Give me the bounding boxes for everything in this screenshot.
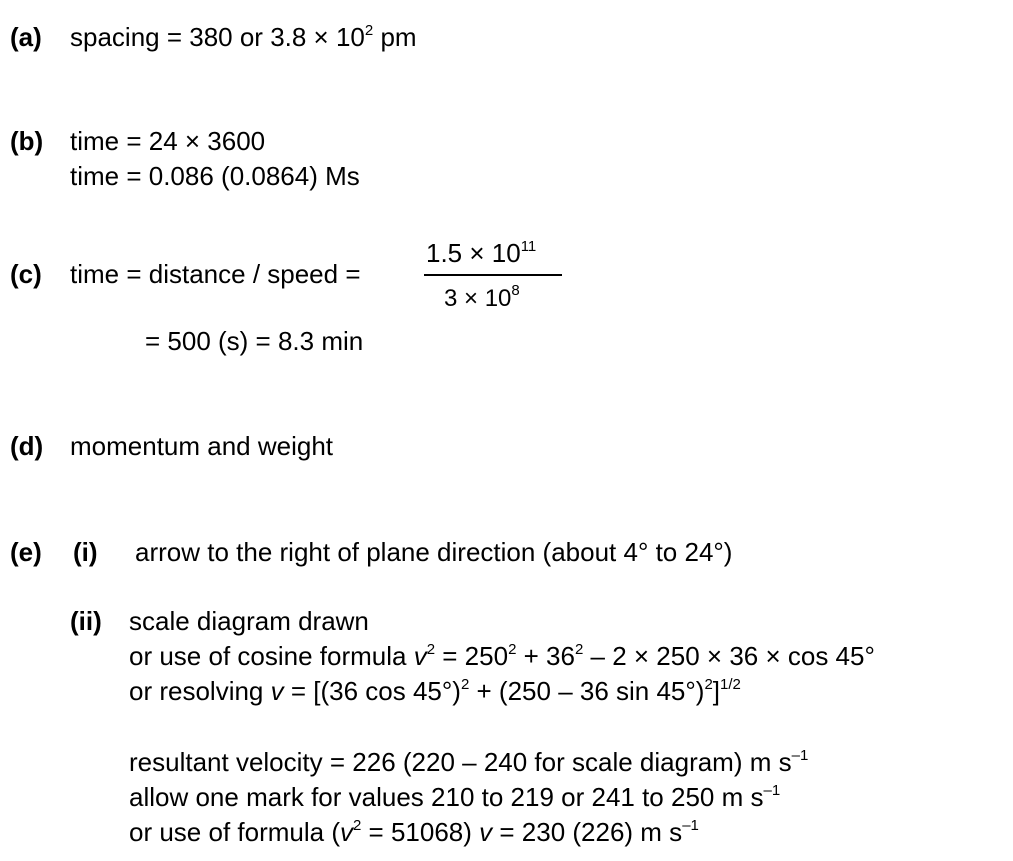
part-e-ii-line-6: or use of formula $(v^2 = 51068) v = 230$ (226) m $s^{-1}$ bbox=[129, 817, 699, 847]
part-e-ii-line-2: or use of cosine formula $v^2 = 250^2 + 36^2 - 2 \times 250 \times 36 \times \cos 45^\circ$ bbox=[129, 641, 875, 671]
part-c-label: (c) bbox=[10, 259, 42, 289]
part-e-i-label: (i) bbox=[73, 537, 98, 567]
part-e-ii-line-4: resultant velocity = 226 (220 – 240 for scale diagram) m $s^{-1}$ bbox=[129, 747, 809, 777]
part-e-ii-line-1: scale diagram drawn bbox=[129, 606, 369, 636]
fraction-numerator: $1.5 \times 10^{11}$ bbox=[426, 238, 537, 268]
part-b-label: (b) bbox=[10, 126, 44, 156]
part-d-answer: momentum and weight bbox=[70, 431, 334, 461]
part-d-label: (d) bbox=[10, 431, 44, 461]
part-a-label: (a) bbox=[10, 22, 42, 52]
part-e-ii-line-5: allow one mark for values 210 to 219 or 241 to 250 m $s^{-1}$ bbox=[129, 782, 781, 812]
part-b-line-2: time = 0.086 (0.0864) Ms bbox=[70, 161, 360, 191]
fraction-bar bbox=[424, 274, 562, 276]
part-e-label: (e) bbox=[10, 537, 42, 567]
part-c-fraction bbox=[424, 238, 564, 312]
part-e-ii-line-3: or resolving v = [(36 cos 45°)$^2$ + (250 – 36 sin 45°)$^2$]$^{1/2}$ bbox=[129, 676, 741, 706]
part-c-lead: time = distance / speed = bbox=[70, 259, 361, 289]
part-a-answer: spacing = 380 or $3.8 \times 10^2$ pm bbox=[70, 22, 417, 52]
part-e-ii-label: (ii) bbox=[70, 606, 102, 636]
fraction-denominator: $3 \times 10^8$ bbox=[444, 282, 520, 312]
part-e-i-answer: arrow to the right of plane direction (about 4° to 24°) bbox=[135, 537, 733, 567]
part-c-line-2: = 500 (s) = 8.3 min bbox=[145, 326, 364, 356]
part-b-line-1: time = 24 × 3600 bbox=[70, 126, 266, 156]
